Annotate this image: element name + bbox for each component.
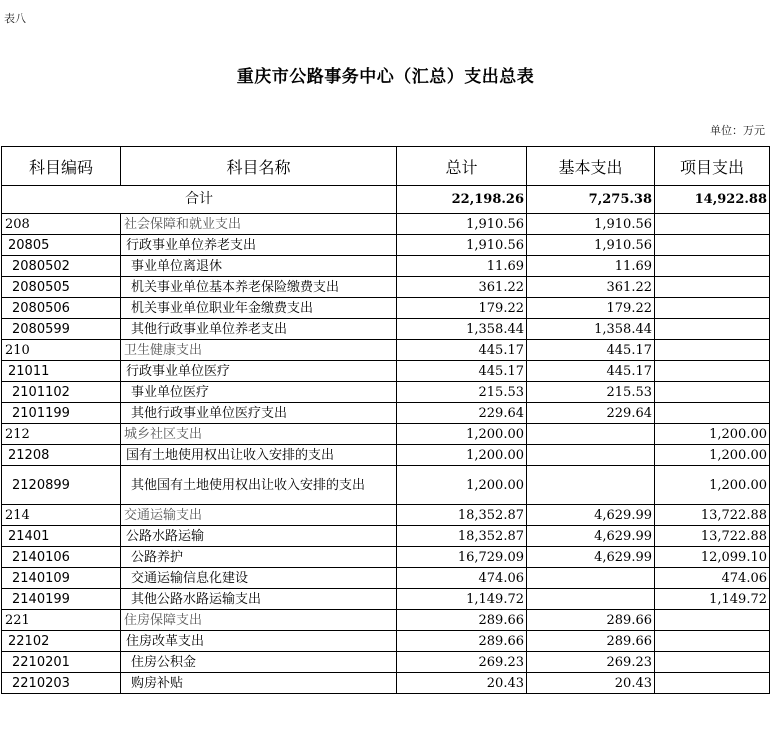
header-project: 项目支出 xyxy=(655,147,770,186)
table-row xyxy=(2,547,770,568)
row-basic: 11.69 xyxy=(527,256,655,277)
row-code: 22102 xyxy=(2,631,121,652)
row-code: 2140109 xyxy=(2,568,121,589)
table-row xyxy=(2,319,770,340)
row-total: 179.22 xyxy=(397,298,527,319)
row-project xyxy=(655,256,770,277)
row-code: 2080506 xyxy=(2,298,121,319)
row-code: 2140106 xyxy=(2,547,121,568)
row-project xyxy=(655,610,770,631)
row-basic: 1,358.44 xyxy=(527,319,655,340)
row-total: 1,149.72 xyxy=(397,589,527,610)
table-row xyxy=(2,568,770,589)
row-project xyxy=(655,382,770,403)
table-row xyxy=(2,277,770,298)
expenditure-table xyxy=(1,146,770,694)
row-project xyxy=(655,403,770,424)
row-name: 国有土地使用权出让收入安排的支出 xyxy=(121,445,397,466)
table-row xyxy=(2,361,770,382)
row-code: 2210201 xyxy=(2,652,121,673)
row-basic: 4,629.99 xyxy=(527,526,655,547)
table-row xyxy=(2,382,770,403)
header-total: 总计 xyxy=(397,147,527,186)
row-code: 2080502 xyxy=(2,256,121,277)
table-row xyxy=(2,652,770,673)
row-basic: 20.43 xyxy=(527,673,655,694)
row-project xyxy=(655,214,770,235)
row-code: 2101199 xyxy=(2,403,121,424)
row-code: 212 xyxy=(2,424,121,445)
table-row xyxy=(2,256,770,277)
row-total: 1,910.56 xyxy=(397,214,527,235)
row-project: 12,099.10 xyxy=(655,547,770,568)
header-basic: 基本支出 xyxy=(527,147,655,186)
header-row xyxy=(2,147,770,186)
row-name: 其他行政事业单位医疗支出 xyxy=(121,403,397,424)
table-row xyxy=(2,214,770,235)
row-basic: 1,910.56 xyxy=(527,214,655,235)
row-name: 行政事业单位养老支出 xyxy=(121,235,397,256)
row-code: 2080505 xyxy=(2,277,121,298)
row-basic: 229.64 xyxy=(527,403,655,424)
row-project xyxy=(655,319,770,340)
row-total: 1,200.00 xyxy=(397,445,527,466)
row-total: 18,352.87 xyxy=(397,505,527,526)
row-basic xyxy=(527,445,655,466)
row-basic: 361.22 xyxy=(527,277,655,298)
row-name: 其他国有土地使用权出让收入安排的支出 xyxy=(121,466,397,505)
header-code: 科目编码 xyxy=(2,147,121,186)
row-name: 城乡社区支出 xyxy=(121,424,397,445)
row-total: 445.17 xyxy=(397,340,527,361)
row-project: 1,200.00 xyxy=(655,445,770,466)
table-number: 表八 xyxy=(4,12,26,25)
row-basic xyxy=(527,424,655,445)
row-code: 210 xyxy=(2,340,121,361)
row-name: 卫生健康支出 xyxy=(121,340,397,361)
row-total: 1,358.44 xyxy=(397,319,527,340)
row-code: 2140199 xyxy=(2,589,121,610)
row-name: 机关事业单位基本养老保险缴费支出 xyxy=(121,277,397,298)
row-name: 交通运输支出 xyxy=(121,505,397,526)
row-total: 18,352.87 xyxy=(397,526,527,547)
row-project: 1,200.00 xyxy=(655,424,770,445)
row-name: 住房保障支出 xyxy=(121,610,397,631)
row-basic xyxy=(527,589,655,610)
row-basic: 4,629.99 xyxy=(527,547,655,568)
table-row xyxy=(2,631,770,652)
summary-row xyxy=(2,186,770,214)
table-row xyxy=(2,403,770,424)
row-code: 221 xyxy=(2,610,121,631)
row-project: 13,722.88 xyxy=(655,526,770,547)
table-row xyxy=(2,424,770,445)
row-name: 住房公积金 xyxy=(121,652,397,673)
row-basic: 1,910.56 xyxy=(527,235,655,256)
table-row xyxy=(2,505,770,526)
page-title: 重庆市公路事务中心（汇总）支出总表 xyxy=(236,67,535,87)
row-name: 事业单位医疗 xyxy=(121,382,397,403)
row-project xyxy=(655,298,770,319)
row-basic: 4,629.99 xyxy=(527,505,655,526)
row-basic: 215.53 xyxy=(527,382,655,403)
row-project: 1,200.00 xyxy=(655,466,770,505)
row-code: 2080599 xyxy=(2,319,121,340)
row-name: 公路水路运输 xyxy=(121,526,397,547)
row-basic: 289.66 xyxy=(527,631,655,652)
row-total: 1,200.00 xyxy=(397,424,527,445)
summary-label: 合计 xyxy=(2,186,397,214)
table-row xyxy=(2,673,770,694)
row-code: 2210203 xyxy=(2,673,121,694)
row-name: 机关事业单位职业年金缴费支出 xyxy=(121,298,397,319)
table-row xyxy=(2,445,770,466)
row-total: 11.69 xyxy=(397,256,527,277)
table-row xyxy=(2,235,770,256)
row-project xyxy=(655,277,770,298)
row-name: 其他公路水路运输支出 xyxy=(121,589,397,610)
table-row xyxy=(2,298,770,319)
row-total: 229.64 xyxy=(397,403,527,424)
row-basic xyxy=(527,568,655,589)
row-total: 269.23 xyxy=(397,652,527,673)
row-code: 21011 xyxy=(2,361,121,382)
row-basic: 445.17 xyxy=(527,361,655,382)
row-project xyxy=(655,652,770,673)
row-project xyxy=(655,631,770,652)
row-name: 购房补贴 xyxy=(121,673,397,694)
table-row xyxy=(2,340,770,361)
row-project xyxy=(655,673,770,694)
summary-total: 22,198.26 xyxy=(397,186,527,214)
row-total: 20.43 xyxy=(397,673,527,694)
row-total: 16,729.09 xyxy=(397,547,527,568)
row-basic xyxy=(527,466,655,505)
row-code: 2120899 xyxy=(2,466,121,505)
row-name: 交通运输信息化建设 xyxy=(121,568,397,589)
row-code: 214 xyxy=(2,505,121,526)
row-basic: 179.22 xyxy=(527,298,655,319)
row-project: 474.06 xyxy=(655,568,770,589)
row-project xyxy=(655,235,770,256)
row-name: 住房改革支出 xyxy=(121,631,397,652)
row-project: 13,722.88 xyxy=(655,505,770,526)
row-basic: 289.66 xyxy=(527,610,655,631)
row-name: 其他行政事业单位养老支出 xyxy=(121,319,397,340)
row-name: 社会保障和就业支出 xyxy=(121,214,397,235)
row-code: 20805 xyxy=(2,235,121,256)
row-code: 21401 xyxy=(2,526,121,547)
table-row xyxy=(2,589,770,610)
unit-label: 单位：万元 xyxy=(710,124,765,137)
row-total: 474.06 xyxy=(397,568,527,589)
row-project xyxy=(655,340,770,361)
row-total: 1,910.56 xyxy=(397,235,527,256)
row-name: 事业单位离退休 xyxy=(121,256,397,277)
table-row xyxy=(2,466,770,505)
summary-basic: 7,275.38 xyxy=(527,186,655,214)
row-total: 215.53 xyxy=(397,382,527,403)
row-code: 208 xyxy=(2,214,121,235)
row-code: 2101102 xyxy=(2,382,121,403)
table-row xyxy=(2,610,770,631)
header-name: 科目名称 xyxy=(121,147,397,186)
row-total: 445.17 xyxy=(397,361,527,382)
row-basic: 269.23 xyxy=(527,652,655,673)
row-total: 289.66 xyxy=(397,631,527,652)
row-basic: 445.17 xyxy=(527,340,655,361)
row-total: 1,200.00 xyxy=(397,466,527,505)
row-name: 行政事业单位医疗 xyxy=(121,361,397,382)
table-row xyxy=(2,526,770,547)
row-total: 289.66 xyxy=(397,610,527,631)
row-name: 公路养护 xyxy=(121,547,397,568)
row-project: 1,149.72 xyxy=(655,589,770,610)
summary-project: 14,922.88 xyxy=(655,186,770,214)
row-code: 21208 xyxy=(2,445,121,466)
row-total: 361.22 xyxy=(397,277,527,298)
row-project xyxy=(655,361,770,382)
